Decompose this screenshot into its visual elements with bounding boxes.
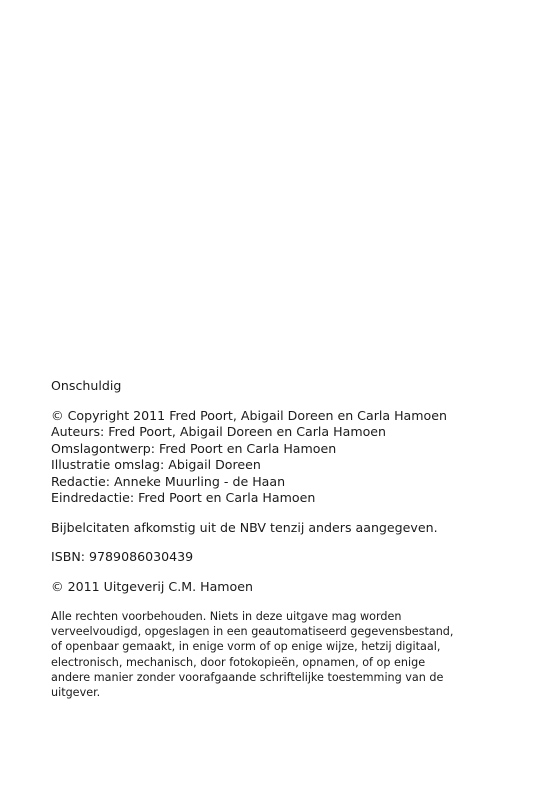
isbn-line: ISBN: 9789086030439 bbox=[51, 549, 194, 564]
rights-line: verveelvoudigd, opgeslagen in een geautomatiseerd gegevensbestand, bbox=[51, 625, 454, 639]
book-title: Onschuldig bbox=[51, 378, 122, 393]
credit-final-editing: Eindredactie: Fred Poort en Carla Hamoen bbox=[51, 490, 316, 505]
copyright-line: © Copyright 2011 Fred Poort, Abigail Doreen en Carla Hamoen bbox=[51, 407, 447, 423]
rights-line: Alle rechten voorbehouden. Niets in deze uitgave mag worden bbox=[51, 610, 402, 623]
rights-line: of openbaar gemaakt, in enige vorm of op enige wijze, hetzij digitaal, bbox=[51, 640, 441, 654]
credit-cover-illustration: Illustratie omslag: Abigail Doreen bbox=[51, 457, 261, 472]
rights-notice bbox=[51, 609, 511, 700]
credit-cover-design: Omslagontwerp: Fred Poort en Carla Hamoen bbox=[51, 440, 337, 456]
credit-authors: Auteurs: Fred Poort, Abigail Doreen en Carla Hamoen bbox=[51, 424, 387, 439]
rights-line: uitgever. bbox=[51, 686, 101, 700]
publisher-line: © 2011 Uitgeverij C.M. Hamoen bbox=[51, 578, 253, 594]
rights-line: andere manier zonder voorafgaande schriftelijke toestemming van de bbox=[51, 670, 444, 684]
credits-block bbox=[51, 424, 511, 507]
rights-line: electronisch, mechanisch, door fotokopieën, opnamen, of op enige bbox=[51, 655, 426, 669]
colophon bbox=[51, 378, 511, 700]
credit-editing: Redactie: Anneke Muurling - de Haan bbox=[51, 473, 286, 489]
bible-note: Bijbelcitaten afkomstig uit de NBV tenzij anders aangegeven. bbox=[51, 519, 438, 535]
